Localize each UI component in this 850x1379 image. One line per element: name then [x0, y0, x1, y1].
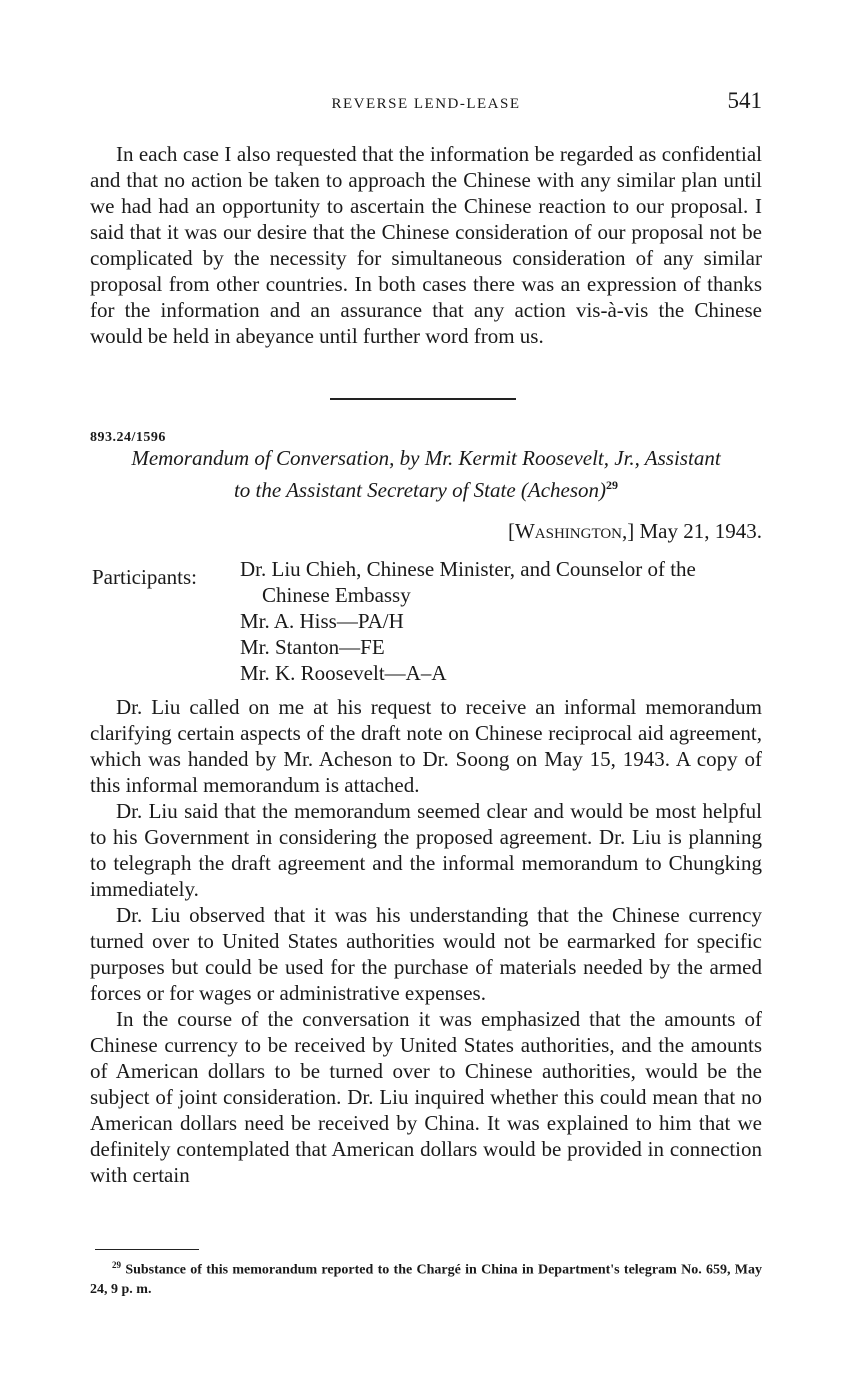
paragraph-3: Dr. Liu observed that it was his understanding that the Chinese currency turned over to United States authorities would not be earmarked for specific purposes but could be used for the purchase of materials needed by the armed forces or for wages or administrative expenses. [90, 903, 762, 1005]
participants-label: Participants: [92, 565, 197, 589]
participant-hiss: Mr. A. Hiss—PA/H [240, 609, 404, 633]
participant-liu: Dr. Liu Chieh, Chinese Minister, and Counselor of the [240, 557, 696, 581]
intro-paragraph: In each case I also requested that the information be regarded as confidential and that no action be taken to approach the Chinese with any similar plan until we had had an opportunity to ascertain the Chinese reaction to our proposal. I said that it was our desire that the Chinese consideration of our proposal not be complicated by the necessity for simultaneous consideration of any similar proposal from other countries. In both cases there was an expression of thanks for the information and an assurance that any action vis-à-vis the Chinese would be held in abeyance until further word from us. [90, 142, 762, 348]
memorandum-body [90, 694, 762, 1188]
footnote-divider [95, 1249, 199, 1250]
participant-roosevelt: Mr. K. Roosevelt—A–A [240, 661, 447, 685]
title-line-2: to the Assistant Secretary of State (Acheson) [233, 478, 607, 502]
footnote [90, 1256, 762, 1299]
participant-liu-continued: Chinese Embassy [262, 583, 411, 607]
page-number: 541 [727, 88, 762, 113]
title-line-1: Memorandum of Conversation, by Mr. Kermit Roosevelt, Jr., Assistant [131, 446, 721, 470]
title-footnote-ref: 29 [606, 478, 619, 492]
participants-list [240, 556, 770, 686]
running-head: REVERSE LEND-LEASE [331, 96, 521, 112]
footnote-marker: 29 [112, 1260, 121, 1270]
file-number: 893.24/1596 [90, 430, 166, 445]
intro-text [90, 141, 762, 349]
title-line-2-wrap [90, 472, 762, 504]
document-title [90, 445, 762, 504]
dateline-date: May 21, 1943. [639, 519, 762, 543]
paragraph-1: Dr. Liu called on me at his request to receive an informal memorandum clarifying certain aspects of the draft note on Chinese reciprocal aid agreement, which was handed by Mr. Acheson to Dr. Soong on May 15, 1943. A copy of this informal memorandum is attached. [90, 695, 762, 797]
paragraph-4: In the course of the conversation it was emphasized that the amounts of Chinese currency to be received by United States authorities, and the amounts of American dollars to be turned over to Chinese authorities, would be the subject of joint consideration. Dr. Liu inquired whether this could mean that no American dollars need be received by China. It was explained to him that we definitely contemplated that American dollars would be provided in connection with certain [90, 1007, 762, 1187]
section-divider [330, 398, 516, 400]
footnote-text: Substance of this memorandum reported to the Chargé in China in Department's telegram No. 659, May 24, 9 p. m. [90, 1262, 763, 1297]
paragraph-2: Dr. Liu said that the memorandum seemed clear and would be most helpful to his Government in considering the proposed agreement. Dr. Liu is planning to telegraph the draft agreement and the informal memorandum to Chungking immediately. [90, 799, 762, 901]
page-header [90, 88, 762, 118]
dateline [508, 519, 762, 544]
participant-stanton: Mr. Stanton—FE [240, 635, 385, 659]
dateline-place: [Washington,] [507, 519, 635, 543]
